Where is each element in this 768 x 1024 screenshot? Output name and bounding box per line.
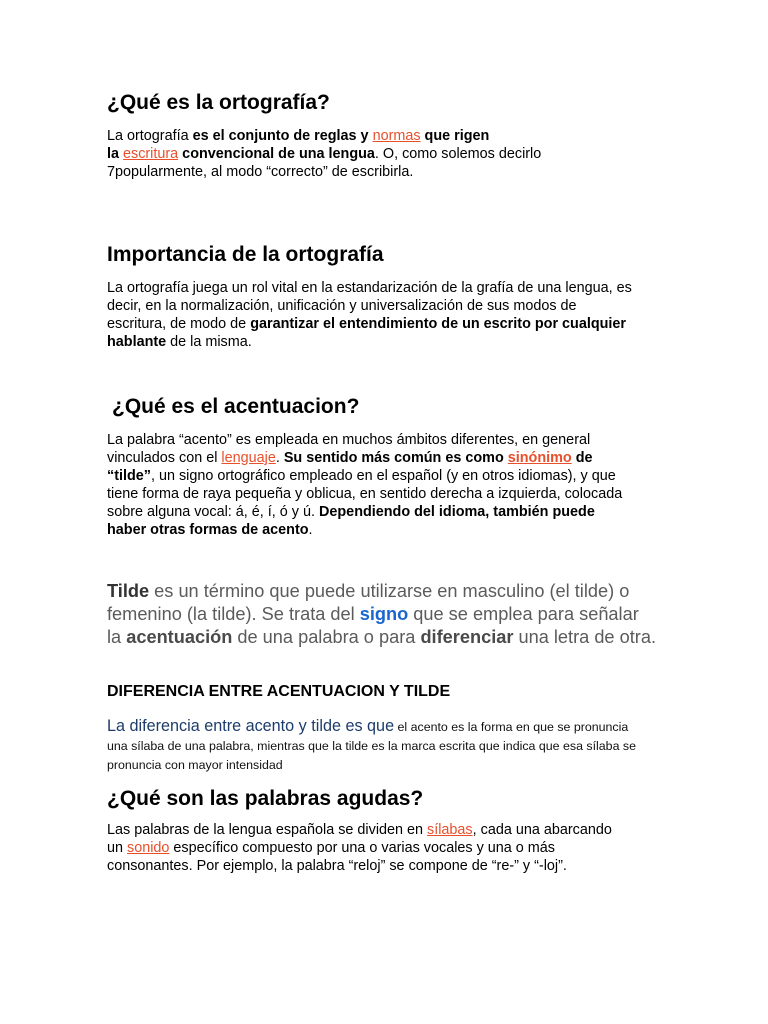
heading-importancia: Importancia de la ortografía bbox=[107, 243, 384, 266]
link-escritura[interactable]: escritura bbox=[123, 146, 179, 162]
heading-acentuacion: ¿Qué es el acentuacion? bbox=[112, 395, 360, 418]
link-silabas[interactable]: sílabas bbox=[427, 822, 473, 838]
paragraph-acento: La palabra “acento” es empleada en muchos ámbitos diferentes, en general vinculados con el lenguaje. Su sentido más común es como sinónimo de “tilde”, un signo ortográfico empleado en el español (y en otros idiomas), y que tiene forma de raya pequeña y oblicua, en sentido derecha a izquierda, colocada sobre alguna vocal: á, é, í, ó y ú. Dependiendo del idioma, también puede haber otras formas de acento. bbox=[107, 432, 623, 538]
link-normas[interactable]: normas bbox=[372, 128, 421, 144]
paragraph-importancia: La ortografía juega un rol vital en la estandarización de la grafía de una lengua, es decir, en la normalización, unificación y universalización de sus modos de escritura, de modo de garantizar el entendimiento de un escrito por cualquier hablante de la misma. bbox=[107, 280, 632, 350]
link-sonido[interactable]: sonido bbox=[127, 840, 170, 856]
paragraph-agudas: Las palabras de la lengua española se dividen en sílabas, cada una abarcando un sonido específico compuesto por una o varias vocales y una o más consonantes. Por ejemplo, la palabra “reloj” se compone de “re-” y “-loj”. bbox=[107, 822, 612, 874]
link-sinonimo[interactable]: sinónimo bbox=[507, 450, 572, 466]
paragraph-tilde: Tilde es un término que puede utilizarse en masculino (el tilde) o femenino (la tilde). Se trata del signo que se emplea para señalar la acentuación de una palabra o para diferenciar una letra de otra. bbox=[107, 581, 656, 647]
link-lenguaje[interactable]: lenguaje bbox=[221, 450, 276, 466]
heading-que-es-ortografia: ¿Qué es la ortografía? bbox=[107, 91, 330, 114]
paragraph-diferencia: La diferencia entre acento y tilde es que el acento es la forma en que se pronuncia una sílaba de una palabra, mientras que la tilde es la marca escrita que indica que esa sílaba se pronuncia con mayor intensidad bbox=[107, 717, 636, 772]
heading-diferencia: DIFERENCIA ENTRE ACENTUACION Y TILDE bbox=[107, 683, 451, 700]
paragraph-ortografia: La ortografía es el conjunto de reglas y normas que rigen la escritura convencional de una lengua. O, como solemos decirlo 7popularmente, al modo “correcto” de escribirla. bbox=[107, 128, 542, 180]
heading-palabras-agudas: ¿Qué son las palabras agudas? bbox=[107, 787, 424, 810]
